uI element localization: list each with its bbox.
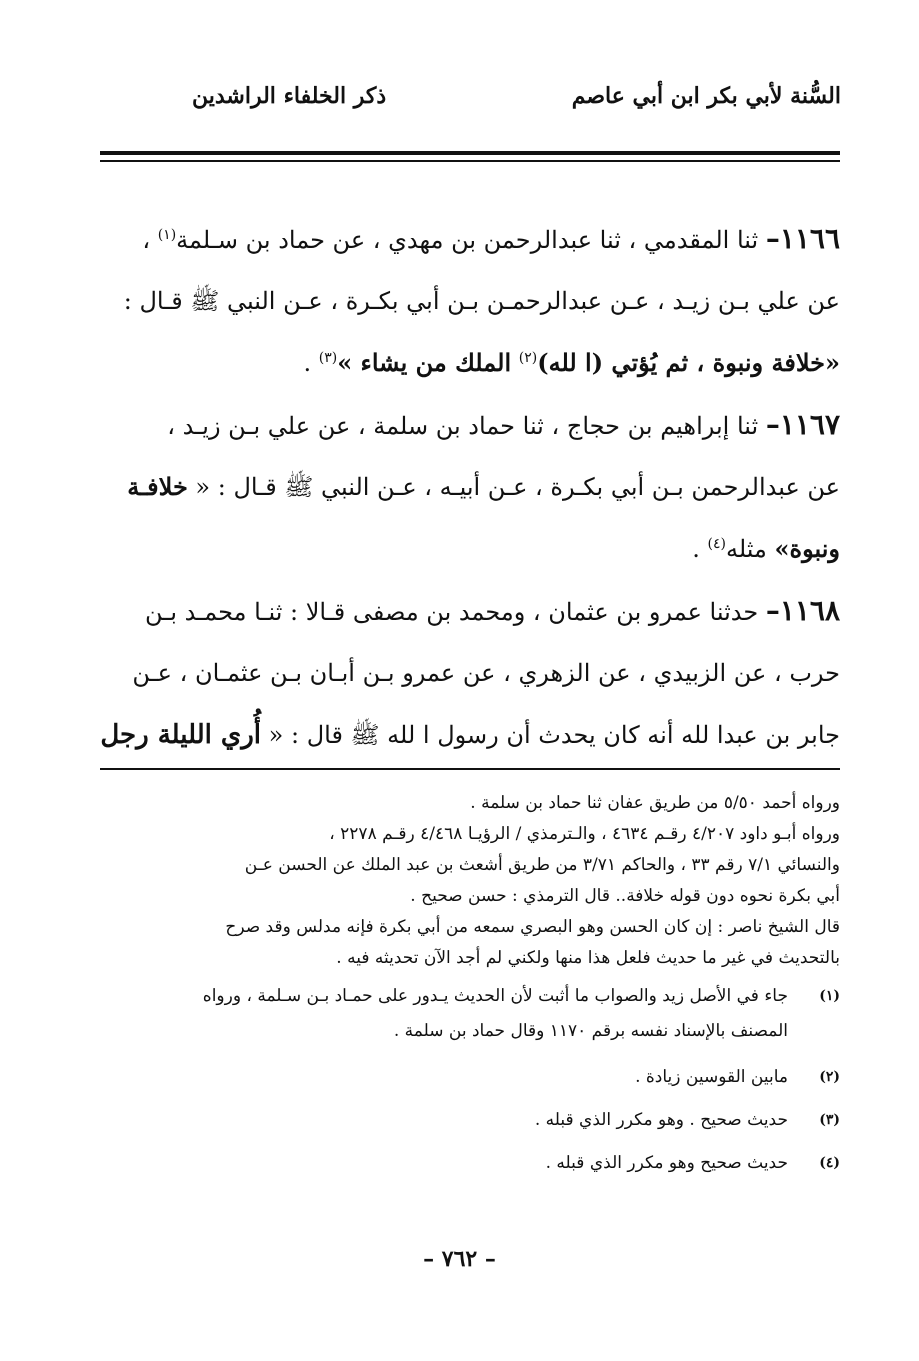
footnote-separator — [100, 768, 840, 770]
footnote-ref: (٤) — [707, 536, 726, 552]
footnote-text: جاء في الأصل زيد والصواب ما أثبت لأن الحديث يـدور على حمـاد بـن سـلمة ، ورواه — [202, 986, 788, 1006]
footnote-intro-line: ورواه أبـو داود ٤/٢٠٧ رقـم ٤٦٣٤ ، والـترمذي / الرؤيـا ٤/٤٦٨ رقـم ٢٢٧٨ ، — [329, 824, 840, 844]
footnote-intro-line: قال الشيخ ناصر : إن كان الحسن وهو البصري سمعه من أبي بكرة فإنه مدلس وقد صرح — [225, 917, 840, 937]
footnote-intro-line: ورواه أحمد ٥/٥٠ من طريق عفان ثنا حماد بن سلمة . — [470, 793, 840, 813]
hadith-matn: خلافـة — [127, 472, 188, 501]
hadith-1167-line-1 — [100, 394, 840, 456]
footnote-text: حديث صحيح وهو مكرر الذي قبله . — [545, 1153, 788, 1173]
hadith-1168-line-1 — [100, 580, 840, 642]
footnote-3 — [100, 1105, 840, 1136]
punctuation: ، — [142, 226, 151, 254]
hadith-number: ١١٦٦– — [765, 222, 840, 255]
footnote-intro-line: والنسائي ٧/١ رقم ٣٣ ، والحاكم ٣/٧١ من طريق أشعث بن عبد الملك عن الحسن عـن — [244, 855, 840, 875]
hadith-text: جابر بن عبدا لله أنه كان يحدث أن رسول ا لله ﷺ قال : « — [268, 721, 840, 749]
hadith-text: حرب ، عن الزبيدي ، عن الزهري ، عن عمرو بـن أبـان بـن عثمـان ، عـن — [132, 659, 840, 687]
footnote-ref: (١) — [157, 227, 177, 243]
footnote-mark: (١) — [819, 988, 840, 1004]
hadith-matn: «خلافة ونبوة ، ثم يُؤتي (ا لله) — [537, 348, 840, 377]
hadith-number: ١١٦٧– — [765, 408, 840, 441]
hadith-text: عن عبدالرحمن بـن أبي بكـرة ، عـن أبيـه ، عـن النبي ﷺ قـال : « — [195, 473, 840, 501]
footnote-text: المصنف بالإسناد نفسه برقم ١١٧٠ وقال حماد بن سلمة . — [393, 1021, 788, 1041]
hadith-1167-line-3 — [100, 518, 840, 580]
punctuation: . — [692, 535, 700, 563]
footnote-mark: (٤) — [819, 1155, 840, 1171]
hadith-text: ثنا المقدمي ، ثنا عبدالرحمن بن مهدي ، عن حماد بن سـلمة — [176, 226, 759, 254]
hadith-matn: ونبوة» — [774, 534, 840, 563]
footnote-text: مابين القوسين زيادة . — [635, 1067, 788, 1087]
running-title-chapter: ذكر الخلفاء الراشدين — [192, 83, 387, 109]
hadith-1166-line-1 — [100, 208, 840, 270]
hadith-text: عن علي بـن زيـد ، عـن عبدالرحمـن بـن أبي بكـرة ، عـن النبي ﷺ قـال : — [123, 287, 840, 315]
footnote-1 — [100, 981, 840, 1012]
running-title-book: السُّنة لأبي بكر ابن أبي عاصم — [571, 83, 841, 109]
hadith-1168-line-2 — [100, 642, 840, 704]
header-rule-thick — [100, 151, 840, 155]
hadith-matn: أُري الليلة رجل — [100, 720, 262, 750]
footnote-ref: (٣) — [318, 350, 338, 366]
punctuation: . — [303, 349, 312, 377]
footnote-intro-line: أبي بكرة نحوه دون قوله خلافة.. قال الترمذي : حسن صحيح . — [410, 886, 840, 906]
hadith-1166-line-3 — [100, 332, 840, 394]
hadith-1166-line-2 — [100, 270, 840, 332]
hadith-text: ثنا إبراهيم بن حجاج ، ثنا حماد بن سلمة ، عن علي بـن زيـد ، — [167, 412, 759, 440]
hadith-1168-line-3 — [100, 704, 840, 766]
page-number: – ٧٦٢ – — [423, 1246, 496, 1272]
footnote-mark: (٢) — [819, 1069, 840, 1085]
hadith-text: حدثنا عمرو بن عثمان ، ومحمد بن مصفى قـالا : ثنـا محمـد بـن — [145, 598, 759, 626]
footnote-text: حديث صحيح . وهو مكرر الذي قبله . — [534, 1110, 788, 1130]
footnote-intro-line: بالتحديث في غير ما حديث فلعل هذا منها ولكني لم أجد الآن تحديثه فيه . — [336, 948, 840, 968]
hadith-number: ١١٦٨– — [765, 594, 840, 627]
footnote-2 — [100, 1062, 840, 1093]
hadith-1167-line-2 — [100, 456, 840, 518]
footnote-ref: (٢) — [518, 350, 538, 366]
footnote-4 — [100, 1148, 840, 1179]
hadith-text: مثله — [725, 535, 767, 563]
header-rule-thin — [100, 160, 840, 162]
hadith-matn: الملك من يشاء » — [337, 348, 512, 377]
footnote-1-cont — [100, 1016, 840, 1047]
footnote-mark: (٣) — [819, 1112, 840, 1128]
